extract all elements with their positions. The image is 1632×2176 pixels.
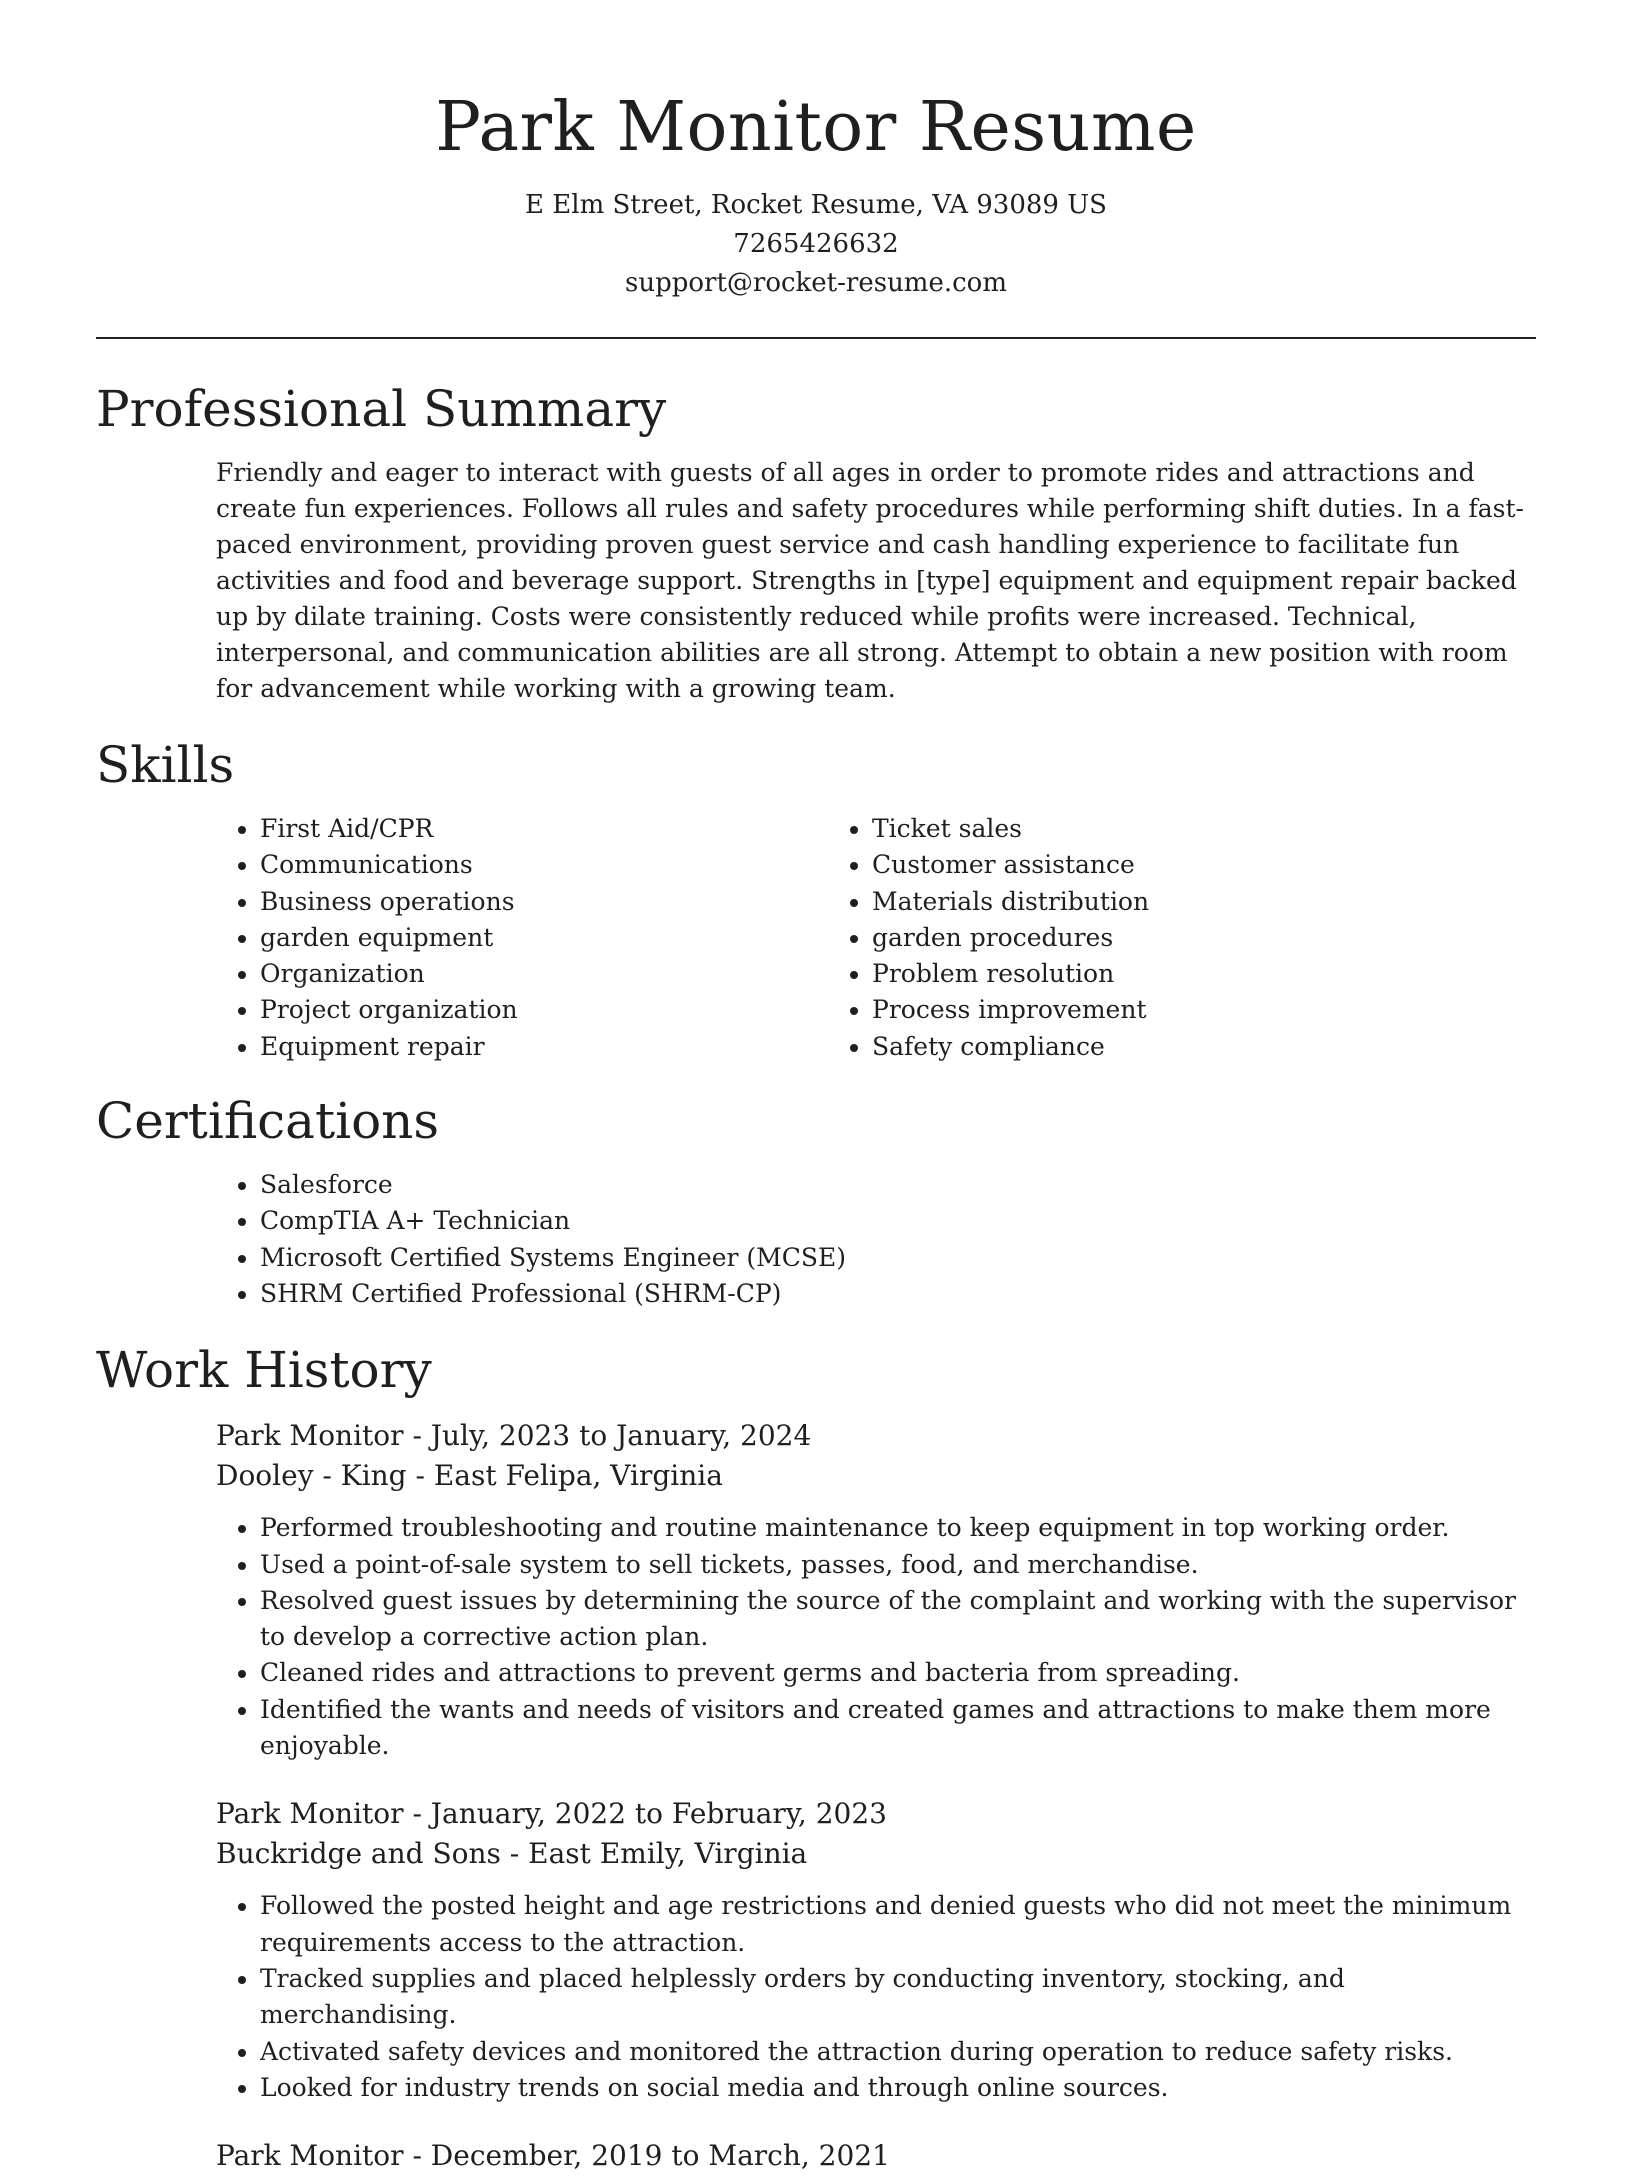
job-entry [216,1416,1536,1764]
resume-title: Park Monitor Resume [435,88,1197,167]
skills-heading: Skills [96,736,235,794]
contact-email: support@rocket-resume.com [624,268,1007,298]
job-duty: • Identified the wants and needs of visitors and created games and attractions to make them more enjoyable. [260,1692,1536,1765]
job-entry [216,2136,1536,2176]
contact-block [96,186,1536,303]
contact-address: E Elm Street, Rocket Resume, VA 93089 US [525,190,1107,220]
skill-item: • Process improvement [872,992,1149,1028]
certification-item: • Microsoft Certified Systems Engineer (MCSE) [260,1240,1536,1276]
header-divider [96,337,1536,339]
job-title-dates: Park Monitor - December, 2019 to March, 2021 [216,2139,890,2173]
certifications-section [96,1089,1536,1312]
skill-item: • Problem resolution [872,956,1149,992]
skills-list-left [96,811,746,1065]
work-history-heading: Work History [96,1341,432,1400]
job-title-dates: Park Monitor - July, 2023 to January, 2024 [216,1419,812,1453]
skill-item: • Business operations [260,884,746,920]
job-entry [216,1794,1536,2106]
summary-heading: Professional Summary [96,380,667,438]
skill-item: • Materials distribution [872,884,1149,920]
skills-list-right [746,811,1149,1065]
skill-item: • Organization [260,956,746,992]
skills-section [96,733,1536,1065]
skill-item: • garden procedures [872,920,1149,956]
job-duty: • Used a point-of-sale system to sell tickets, passes, food, and merchandise. [260,1547,1536,1583]
work-history-section [96,1338,1536,2176]
job-duty: • Cleaned rides and attractions to prevent germs and bacteria from spreading. [260,1655,1536,1691]
certification-item: • CompTIA A+ Technician [260,1203,1536,1239]
job-duties-list [216,1888,1536,2106]
job-company-location: Buckridge and Sons - East Emily, Virginia [216,1837,808,1871]
skill-item: • Safety compliance [872,1029,1149,1065]
summary-text: Friendly and eager to interact with guests of all ages in order to promote rides and attractions and create fun experiences. Follows all rules and safety procedures while performing shift duties. In a fast-paced environment, providing proven guest service and cash handling experience to facilitate fun activities and food and beverage support. Strengths in [type] equipment and equipment repair backed up by dilate training. Costs were consistently reduced while profits were increased. Technical, interpersonal, and communication abilities are all strong. Attempt to obtain a new position with room for advancement while working with a growing team. [216,458,1524,703]
job-title-dates: Park Monitor - January, 2022 to February, 2023 [216,1797,887,1831]
job-duty: • Activated safety devices and monitored the attraction during operation to reduce safety risks. [260,2034,1536,2070]
summary-section [96,377,1536,707]
job-duties-list [216,1510,1536,1764]
skill-item: • garden equipment [260,920,746,956]
skills-columns [96,811,1536,1065]
skill-item: • Project organization [260,992,746,1028]
skill-item: • Communications [260,847,746,883]
job-duty: • Looked for industry trends on social media and through online sources. [260,2070,1536,2106]
skill-item: • Equipment repair [260,1029,746,1065]
job-company-location: Dooley - King - East Felipa, Virginia [216,1459,723,1493]
job-duty: • Resolved guest issues by determining the source of the complaint and working with the supervisor to develop a corrective action plan. [260,1583,1536,1656]
skill-item: • Customer assistance [872,847,1149,883]
job-duty: • Performed troubleshooting and routine maintenance to keep equipment in top working order. [260,1510,1536,1546]
certification-item: • SHRM Certified Professional (SHRM-CP) [260,1276,1536,1312]
contact-phone: 7265426632 [733,229,899,259]
skill-item: • Ticket sales [872,811,1149,847]
skill-item: • First Aid/CPR [260,811,746,847]
certifications-heading: Certifications [96,1092,440,1151]
certifications-list [96,1167,1536,1312]
resume-page [96,0,1536,2176]
job-duty: • Followed the posted height and age restrictions and denied guests who did not meet the minimum requirements access to the attraction. [260,1888,1536,1961]
job-duty: • Tracked supplies and placed helplessly orders by conducting inventory, stocking, and merchandising. [260,1961,1536,2034]
certification-item: • Salesforce [260,1167,1536,1203]
